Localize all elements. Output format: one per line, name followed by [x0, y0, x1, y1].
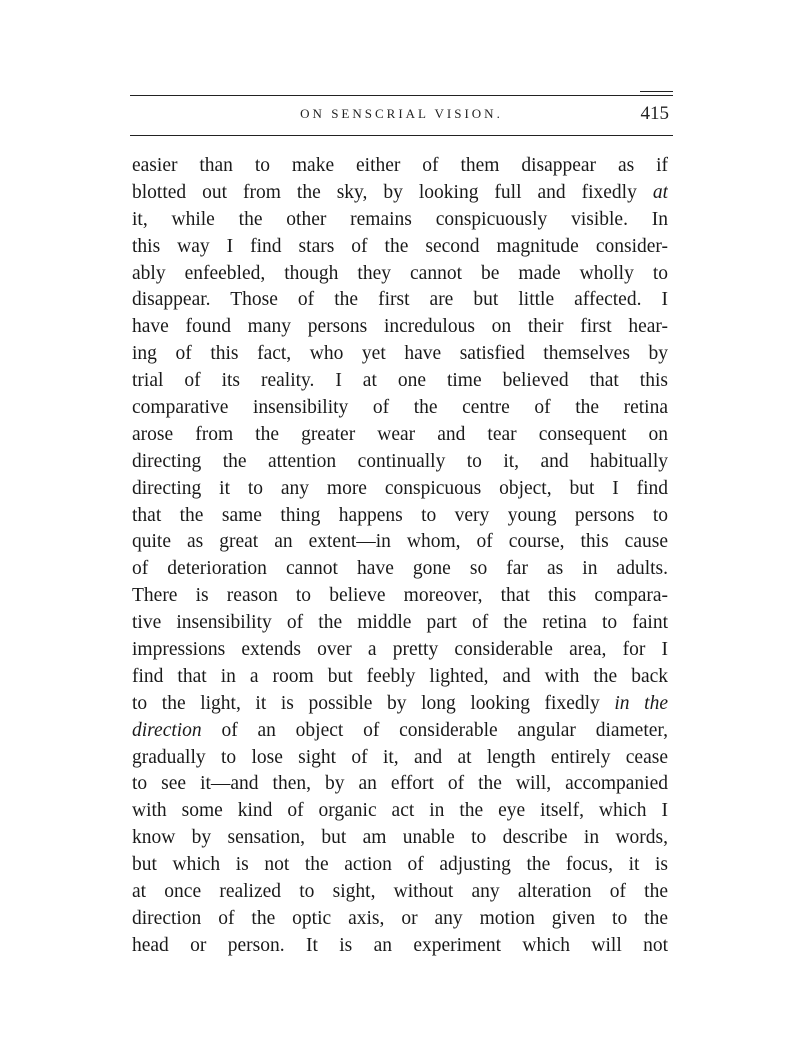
- text-line: [132, 314, 668, 341]
- header-rule-bottom: [130, 135, 673, 136]
- text-line: [132, 771, 668, 798]
- text-line: [132, 261, 668, 288]
- running-title: ON SENSCRIAL VISION.: [300, 106, 503, 121]
- text-line: [132, 180, 668, 207]
- italic-phrase: in the: [614, 692, 668, 714]
- text-line: [132, 529, 668, 556]
- text-line: [132, 234, 668, 261]
- line-text: to the light, it is possible by long looking fixedly: [132, 692, 615, 714]
- text-line: [132, 583, 668, 610]
- line-text: of deterioration cannot have gone so far as in adults.: [132, 558, 668, 580]
- line-text: impressions extends over a pretty considerable area, for I: [132, 639, 668, 661]
- line-text: ing of this fact, who yet have satisfied themselves by: [132, 343, 668, 365]
- line-text: easier than to make either of them disappear as if: [132, 155, 668, 176]
- line-text: but which is not the action of adjusting the focus, it is: [132, 854, 668, 876]
- line-text: it, while the other remains conspicuously visible. In: [132, 208, 668, 230]
- line-text: this way I find stars of the second magnitude consider-: [132, 235, 668, 257]
- line-text: to see it—and then, by an effort of the will, accompanied: [132, 773, 668, 795]
- text-line: [132, 879, 668, 906]
- line-text: arose from the greater wear and tear consequent on: [132, 423, 668, 445]
- italic-phrase: direction: [132, 719, 202, 741]
- text-line: [132, 503, 668, 530]
- line-text: of an object of considerable angular diameter,: [201, 719, 668, 741]
- text-line: [132, 798, 668, 825]
- text-line: [132, 610, 668, 637]
- text-line: [132, 368, 668, 395]
- header-rule-top: [130, 95, 673, 96]
- line-text: that the same thing happens to very young persons to: [132, 504, 668, 526]
- line-text: trial of its reality. I at one time believed that this: [132, 370, 668, 392]
- line-text: directing it to any more conspicuous object, but I find: [132, 477, 668, 499]
- line-text: head or person. It is an experiment which will not: [132, 934, 668, 956]
- text-line: [132, 556, 668, 583]
- text-line: [132, 745, 668, 772]
- line-text: ably enfeebled, though they cannot be made wholly to: [132, 262, 668, 284]
- text-line: [132, 422, 668, 449]
- page-number: 415: [640, 103, 669, 124]
- line-text: tive insensibility of the middle part of the retina to faint: [132, 612, 668, 634]
- text-line: [132, 906, 668, 933]
- line-text: find that in a room but feebly lighted, and with the back: [132, 665, 668, 687]
- italic-phrase: at: [652, 181, 668, 203]
- running-head: [130, 104, 673, 130]
- line-text: know by sensation, but am unable to describe in words,: [132, 827, 668, 849]
- text-line: [132, 637, 668, 664]
- line-text: at once realized to sight, without any alteration of the: [132, 881, 668, 903]
- line-text: blotted out from the sky, by looking full and fixedly: [132, 181, 653, 203]
- text-line: [132, 207, 668, 234]
- text-line: [132, 449, 668, 476]
- text-line: [132, 664, 668, 691]
- text-line: [132, 825, 668, 852]
- text-line: [132, 476, 668, 503]
- line-text: direction of the optic axis, or any motion given to the: [132, 907, 668, 929]
- line-text: with some kind of organic act in the eye itself, which I: [132, 800, 668, 822]
- text-line: [132, 395, 668, 422]
- line-text: disappear. Those of the first are but little affected. I: [132, 289, 668, 311]
- line-text: have found many persons incredulous on their first hear-: [132, 316, 668, 338]
- text-line: [132, 341, 668, 368]
- line-text: directing the attention continually to it, and habitually: [132, 450, 668, 472]
- text-line: [132, 691, 668, 718]
- text-line: [132, 718, 668, 745]
- line-text: quite as great an extent—in whom, of course, this cause: [132, 531, 668, 553]
- text-line: [132, 852, 668, 879]
- line-text: gradually to lose sight of it, and at length entirely cease: [132, 746, 668, 768]
- text-line: [132, 287, 668, 314]
- text-line: [132, 153, 668, 180]
- text-line: [132, 933, 668, 960]
- line-text: comparative insensibility of the centre of the retina: [132, 397, 668, 419]
- body-text: [132, 153, 668, 960]
- line-text: There is reason to believe moreover, that this compara-: [132, 585, 668, 607]
- header-rule-tick: [640, 91, 673, 92]
